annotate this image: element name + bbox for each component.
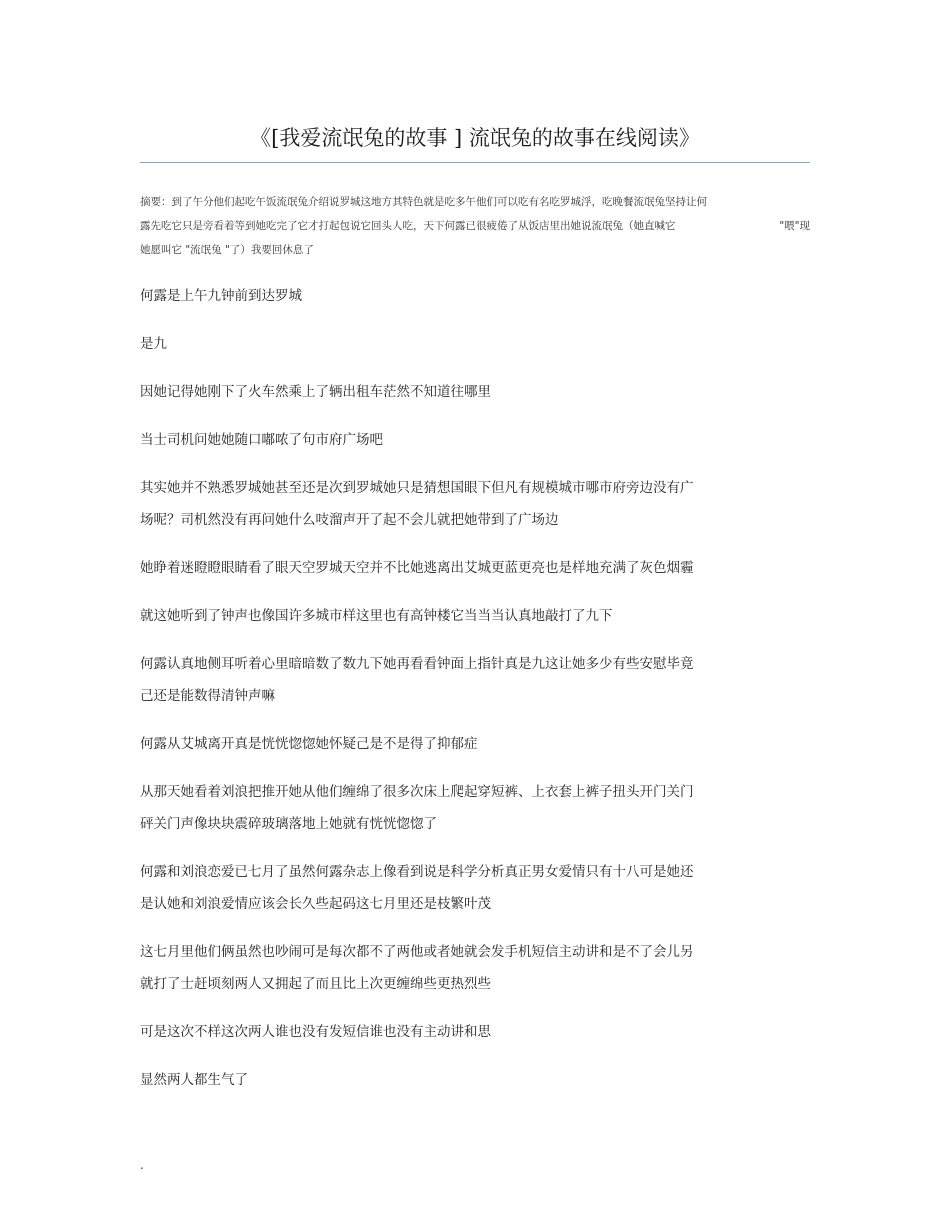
paragraph: [140, 936, 780, 1000]
title-divider: [140, 162, 810, 163]
paragraph-line: 是认她和刘浪爱情应该会长久些起码这七月里还是枝繁叶茂: [140, 896, 491, 912]
paragraph: [140, 648, 780, 712]
paragraph-line: 己还是能数得清钟声嘛: [140, 688, 275, 704]
paragraph-line: 当士司机问她她随口嘟哝了句市府广场吧: [140, 432, 383, 448]
paragraph-line: 可是这次不样这次两人谁也没有发短信谁也没有主动讲和思: [140, 1024, 491, 1040]
paragraph-line: 她睁着迷瞪瞪眼睛看了眼天空罗城天空并不比她逃离出艾城更蓝更亮也是样地充满了灰色烟霾: [140, 560, 694, 576]
paragraph: [140, 776, 780, 840]
footer-mark: .: [140, 1158, 144, 1172]
paragraph-line: 这七月里他们俩虽然也吵闹可是每次都不了两他或者她就会发手机短信主动讲和是不了会儿另: [140, 944, 694, 960]
paragraph: [140, 280, 780, 312]
paragraph-line: 何露和刘浪恋爱已七月了虽然何露杂志上像看到说是科学分析真正男女爱情只有十八可是她还: [140, 864, 694, 880]
paragraph-line: 从那天她看着刘浪把推开她从他们缠绵了很多次床上爬起穿短裤、上衣套上裤子扭头开门关门: [140, 784, 694, 800]
paragraph: [140, 1064, 780, 1096]
abstract-line-text: 露先吃它只是旁看着等到她吃完了它才打起包说它回头人吃，天下何露已很疲倦了从饭店里出她说流氓兔（她直喊它: [140, 220, 676, 232]
paragraph: [140, 552, 780, 584]
body-text: [140, 280, 780, 1112]
paragraph: [140, 1016, 780, 1048]
paragraph-line: 场呢？司机然没有再问她什么吱溜声开了起不会儿就把她带到了广场边: [140, 512, 559, 528]
paragraph-line: 是九: [140, 336, 167, 352]
paragraph: [140, 328, 780, 360]
paragraph: [140, 376, 780, 408]
paragraph: [140, 472, 780, 536]
paragraph-line: 显然两人都生气了: [140, 1072, 248, 1088]
paragraph-line: 其实她并不熟悉罗城她甚至还是次到罗城她只是猜想国眼下但凡有规模城市哪市府旁边没有广: [140, 480, 694, 496]
abstract-line: 摘要：到了午分他们起吃午饭流氓兔介绍说罗城这地方其特色就是吃多午他们可以吃有名吃罗城浮，吃晚餐流氓兔坚持让何: [140, 196, 707, 208]
paragraph-line: 砰关门声像块块震碎玻璃落地上她就有恍恍惚惚了: [140, 816, 437, 832]
abstract-line-end: "喂"现: [779, 220, 810, 232]
paragraph: [140, 728, 780, 760]
abstract: [140, 190, 810, 262]
paragraph-line: 何露是上午九钟前到达罗城: [140, 288, 302, 304]
paragraph-line: 因她记得她刚下了火车然乘上了辆出租车茫然不知道往哪里: [140, 384, 491, 400]
paragraph: [140, 600, 780, 632]
paragraph-line: 何露从艾城离开真是恍恍惚惚她怀疑己是不是得了抑郁症: [140, 736, 478, 752]
abstract-line: [140, 214, 810, 238]
abstract-line: 她愿叫它 "流氓兔 "了）我要回休息了: [140, 244, 314, 256]
paragraph: [140, 424, 780, 456]
paragraph-line: 何露认真地侧耳听着心里暗暗数了数九下她再看看钟面上指针真是九这让她多少有些安慰毕竟: [140, 656, 694, 672]
paragraph: [140, 856, 780, 920]
paragraph-line: 就这她听到了钟声也像国许多城市样这里也有高钟楼它当当当认真地敲打了九下: [140, 608, 613, 624]
paragraph-line: 就打了士赶顷刻两人又拥起了而且比上次更缠绵些更热烈些: [140, 976, 491, 992]
document-title: 《[我爱流氓兔的故事 ] 流氓兔的故事在线阅读》: [250, 126, 700, 150]
